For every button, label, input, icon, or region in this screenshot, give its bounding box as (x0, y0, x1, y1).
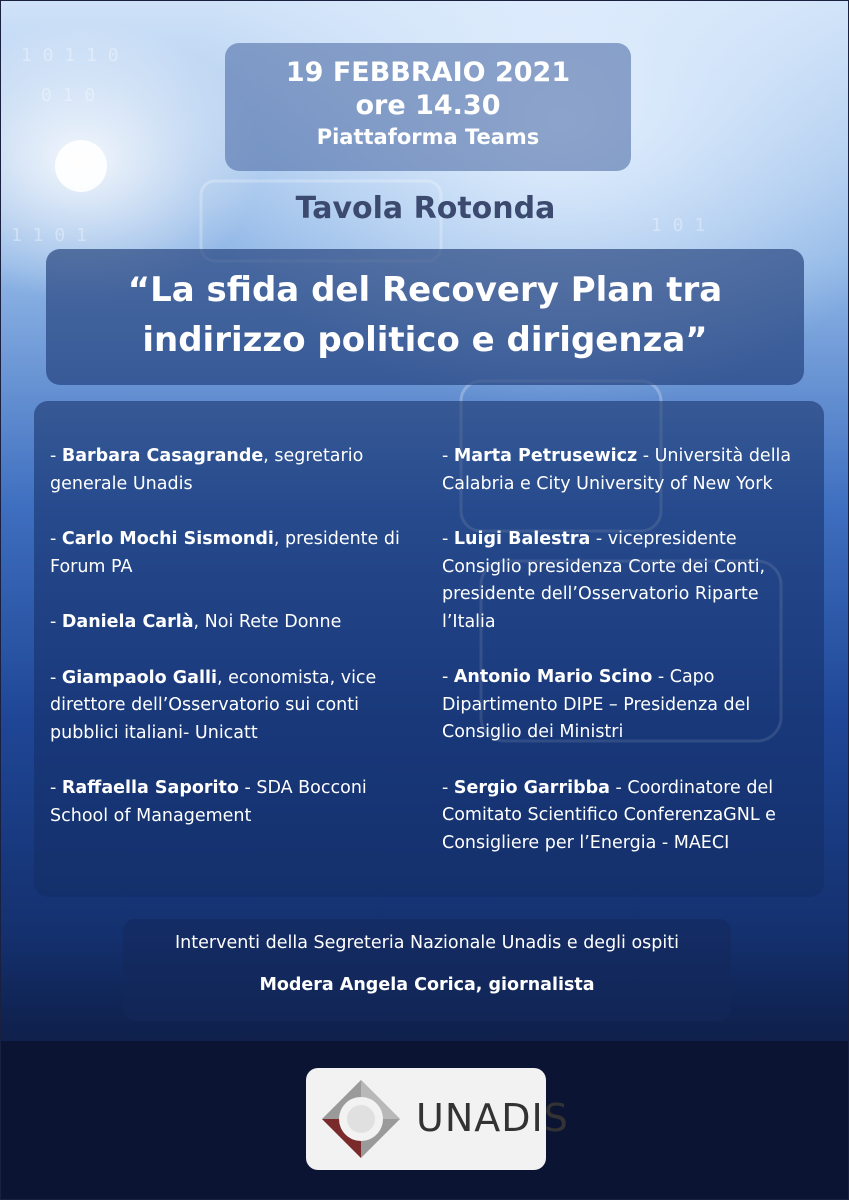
event-info-box (225, 43, 631, 171)
speaker-item: - Raffaella Saporito - SDA Bocconi School of Management (50, 778, 367, 826)
speaker-role: , presidente di Forum PA (50, 529, 400, 577)
speaker-role: - Coordinatore del Comitato Scientifico ConferenzaGNL e Consigliere per l’Energia - MAECI (442, 777, 776, 853)
moderation-info-box (123, 919, 731, 1021)
event-date: 19 FEBBRAIO 2021 (285, 57, 571, 88)
unadis-logo-text: UNADIS (416, 1096, 569, 1140)
speaker-name: Marta Petrusewicz (453, 446, 638, 466)
svg-text:0 1 0: 0 1 0 (41, 85, 96, 106)
speaker-item: - Antonio Mario Scino - Capo Dipartimento DIPE – Presidenza del Consiglio dei Ministri (442, 667, 751, 742)
speaker-name: Sergio Garribba (453, 777, 610, 798)
speaker-item: - Luigi Balestra - vicepresidente Consiglio presidenza Corte dei Conti, presidente dell’Osservatorio Riparte l’Italia (442, 529, 766, 632)
speakers-column-left (50, 443, 430, 858)
speaker-item: - Barbara Casagrande, segretario generale Unadis (50, 446, 364, 494)
speaker-item: - Giampaolo Galli, economista, vice direttore dell’Osservatorio sui conti pubblici italiani- Unicatt (50, 667, 377, 743)
event-heading: Tavola Rotonda (295, 191, 556, 226)
unadis-logo (306, 1068, 569, 1170)
speaker-role: , Noi Rete Donne (193, 612, 342, 632)
speaker-role: , economista, vice direttore dell’Osservatorio sui conti pubblici italiani- Unicatt (50, 667, 377, 743)
speaker-item: - Carlo Mochi Sismondi, presidente di Forum PA (50, 529, 400, 577)
speaker-role: - Capo Dipartimento DIPE – Presidenza del Consiglio dei Ministri (442, 667, 751, 742)
speaker-item: - Daniela Carlà, Noi Rete Donne (50, 612, 342, 632)
speaker-item: - Sergio Garribba - Coordinatore del Comitato Scientifico ConferenzaGNL e Consigliere per l’Energia - MAECI (442, 777, 776, 853)
svg-text:1 1 0 1: 1 1 0 1 (11, 225, 87, 246)
event-title-line-1: “La sfida del Recovery Plan tra (127, 270, 723, 310)
speaker-name: Luigi Balestra (453, 529, 591, 549)
speaker-name: Antonio Mario Scino (453, 667, 653, 687)
event-platform: Piattaforma Teams (316, 125, 540, 149)
speaker-name: Raffaella Saporito (61, 778, 239, 798)
interventions-text: Interventi della Segreteria Nazionale Unadis e degli ospiti (175, 933, 679, 953)
unadis-logo-icon (318, 1076, 404, 1162)
speaker-name: Daniela Carlà (61, 612, 194, 632)
moderator-text: Modera Angela Corica, giornalista (259, 975, 595, 995)
speaker-name: Carlo Mochi Sismondi (61, 529, 274, 549)
speaker-role: , segretario generale Unadis (50, 446, 364, 494)
speaker-role: - Università della Calabria e City University of New York (442, 446, 792, 494)
speaker-item: - Marta Petrusewicz - Università della Calabria e City University of New York (442, 446, 792, 494)
speaker-name: Barbara Casagrande (61, 446, 264, 466)
svg-text:1 0 1 1 0: 1 0 1 1 0 (21, 45, 119, 66)
speakers-box (34, 401, 824, 897)
speaker-name: Giampaolo Galli (61, 667, 217, 688)
svg-text:1 0 1: 1 0 1 (651, 215, 706, 236)
event-time: ore 14.30 (355, 90, 501, 121)
event-title-line-2: indirizzo politico e dirigenza” (142, 320, 708, 360)
speakers-column-right (442, 443, 816, 885)
speaker-role: - vicepresidente Consiglio presidenza Corte dei Conti, presidente dell’Osservatorio Riparte l’Italia (442, 529, 766, 632)
speaker-role: - SDA Bocconi School of Management (50, 778, 367, 826)
event-title-box (46, 249, 804, 385)
